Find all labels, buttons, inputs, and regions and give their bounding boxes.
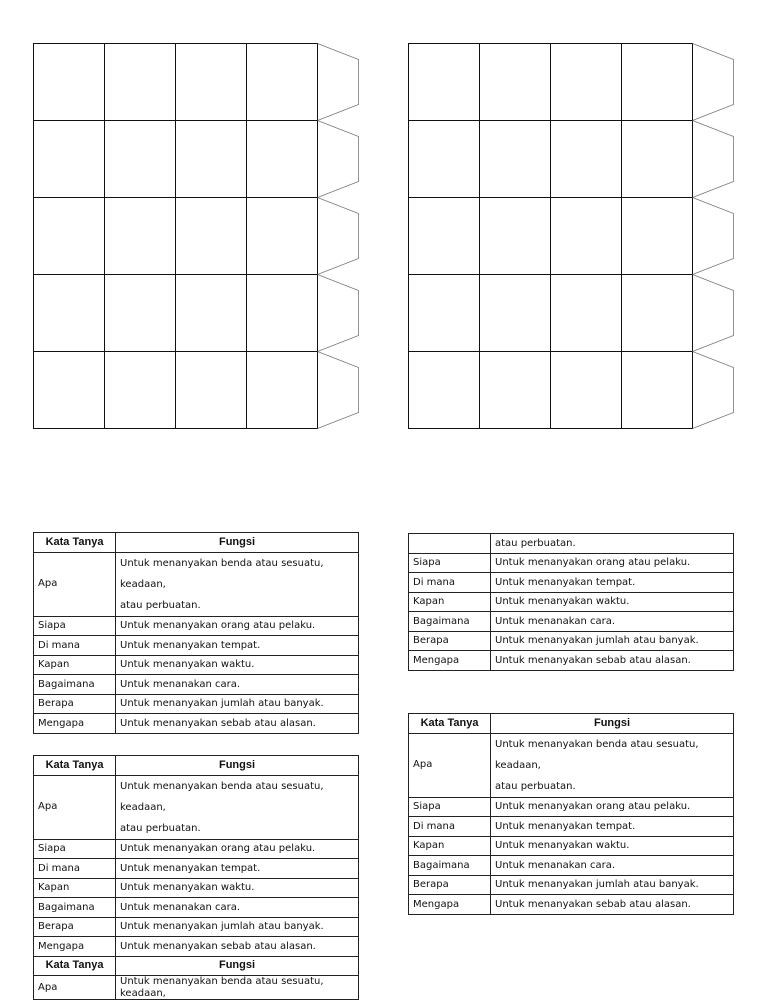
grid-cell [176, 275, 247, 352]
table-row [409, 553, 734, 573]
cell-kata: Di mana [409, 817, 491, 837]
cell-fungsi [116, 552, 359, 616]
grid-cell [176, 352, 247, 429]
question-word-table-3 [408, 713, 734, 915]
cell-fungsi: Untuk menanyakan waktu. [116, 655, 359, 675]
table-row [34, 898, 359, 918]
grid-cell [105, 198, 176, 275]
table-row [409, 817, 734, 837]
cell-kata: Kapan [409, 592, 491, 612]
table-header-row [34, 756, 359, 776]
grid-cell [247, 352, 318, 429]
grid-cell [409, 44, 480, 121]
cell-fungsi: Untuk menanyakan orang atau pelaku. [116, 839, 359, 859]
table-row [409, 612, 734, 632]
header-fungsi: Fungsi [116, 533, 359, 553]
header-fungsi: Fungsi [116, 956, 359, 976]
cell-kata: Apa [34, 775, 116, 839]
fungsi-line: Untuk menanyakan benda atau sesuatu, keadaan, [120, 780, 324, 813]
cell-fungsi: Untuk menanakan cara. [116, 675, 359, 695]
cell-kata: Kapan [34, 878, 116, 898]
cell-kata: Apa [34, 552, 116, 616]
cell-kata: Mengapa [409, 895, 491, 915]
cell-fungsi [491, 733, 734, 797]
question-word-table-1 [33, 532, 359, 734]
cell-fungsi: Untuk menanyakan orang atau pelaku. [491, 797, 734, 817]
cell-kata: Di mana [409, 573, 491, 593]
grid-cell [247, 198, 318, 275]
cell-kata: Mengapa [34, 714, 116, 734]
table-row [409, 836, 734, 856]
table-row [409, 631, 734, 651]
header-kata-tanya: Kata Tanya [409, 714, 491, 734]
cell-fungsi: Untuk menanyakan sebab atau alasan. [116, 714, 359, 734]
glue-flap [693, 121, 734, 198]
fungsi-line: atau perbuatan. [120, 822, 201, 834]
cell-fungsi: Untuk menanyakan orang atau pelaku. [491, 553, 734, 573]
cell-fungsi: Untuk menanyakan jumlah atau banyak. [491, 631, 734, 651]
fungsi-line: atau perbuatan. [495, 780, 576, 792]
cell-kata: Di mana [34, 859, 116, 879]
grid-cell [105, 275, 176, 352]
cell-fungsi: Untuk menanyakan sebab atau alasan. [491, 895, 734, 915]
cell-fungsi: Untuk menanyakan tempat. [491, 817, 734, 837]
cell-fungsi: Untuk menanyakan sebab atau alasan. [491, 651, 734, 671]
glue-flap [693, 352, 734, 429]
table-row [34, 636, 359, 656]
cell-fungsi: Untuk menanakan cara. [491, 856, 734, 876]
grid-cell [480, 275, 551, 352]
grid-cell [176, 121, 247, 198]
grid-cell [409, 121, 480, 198]
table-row [409, 797, 734, 817]
grid-cell [409, 198, 480, 275]
glue-flap [693, 44, 734, 121]
cell-fungsi: atau perbuatan. [491, 534, 734, 554]
grid-cell [105, 121, 176, 198]
grid-cell [176, 198, 247, 275]
cell-kata: Siapa [34, 616, 116, 636]
table-row [34, 839, 359, 859]
glue-flap [693, 198, 734, 275]
table-row [409, 651, 734, 671]
table-header-row [34, 533, 359, 553]
grid-cell [409, 352, 480, 429]
grid-cell [176, 44, 247, 121]
glue-flap [318, 352, 359, 429]
table-row [34, 859, 359, 879]
grid-cell [105, 352, 176, 429]
header-fungsi: Fungsi [116, 756, 359, 776]
glue-flap [318, 121, 359, 198]
header-kata-tanya: Kata Tanya [34, 533, 116, 553]
grid-cell [622, 275, 693, 352]
header-kata-tanya: Kata Tanya [34, 956, 116, 976]
question-word-table-2 [33, 755, 359, 1000]
cell-kata: Kapan [34, 655, 116, 675]
grid-cell [551, 44, 622, 121]
table-row [409, 856, 734, 876]
grid-cell [622, 121, 693, 198]
cell-kata: Berapa [34, 917, 116, 937]
table-row [34, 552, 359, 616]
table-row [34, 878, 359, 898]
fungsi-line: Untuk menanyakan benda atau sesuatu, keadaan, [495, 738, 699, 771]
grid-cell [480, 352, 551, 429]
grid-cell [34, 352, 105, 429]
cell-fungsi: Untuk menanyakan waktu. [116, 878, 359, 898]
cell-kata: Siapa [409, 797, 491, 817]
cell-fungsi: Untuk menanakan cara. [491, 612, 734, 632]
table-row [34, 675, 359, 695]
grid-cell [34, 198, 105, 275]
grid-cell [247, 44, 318, 121]
flap-grid-right [408, 43, 735, 430]
cell-kata: Bagaimana [34, 898, 116, 918]
table-row [34, 917, 359, 937]
cell-kata: Mengapa [34, 937, 116, 957]
header-kata-tanya: Kata Tanya [34, 756, 116, 776]
cell-fungsi: Untuk menanyakan benda atau sesuatu, keadaan, [116, 976, 359, 1000]
grid-cell [551, 121, 622, 198]
table-header-row [409, 714, 734, 734]
table-row [34, 976, 359, 1000]
table-row [409, 733, 734, 797]
cell-kata: Siapa [34, 839, 116, 859]
flap-grid-left [33, 43, 360, 430]
cell-kata: Berapa [409, 631, 491, 651]
grid-cell [34, 275, 105, 352]
table-row [34, 616, 359, 636]
grid-cell [105, 44, 176, 121]
grid-cell [480, 121, 551, 198]
glue-flap [318, 275, 359, 352]
grid-cell [622, 198, 693, 275]
cell-kata: Bagaimana [34, 675, 116, 695]
cell-fungsi: Untuk menanyakan tempat. [116, 859, 359, 879]
grid-cell [34, 121, 105, 198]
cell-kata: Apa [409, 733, 491, 797]
table-row [409, 573, 734, 593]
header-fungsi: Fungsi [491, 714, 734, 734]
table-row [34, 937, 359, 957]
cell-fungsi: Untuk menanyakan waktu. [491, 836, 734, 856]
cell-fungsi: Untuk menanyakan jumlah atau banyak. [116, 917, 359, 937]
grid-cell [409, 275, 480, 352]
cell-kata: Berapa [34, 694, 116, 714]
table-row [409, 895, 734, 915]
cell-fungsi: Untuk menanyakan jumlah atau banyak. [491, 875, 734, 895]
grid-cell [551, 198, 622, 275]
cell-kata: Bagaimana [409, 612, 491, 632]
table-header-row [34, 956, 359, 976]
table-row [409, 592, 734, 612]
table-row [34, 655, 359, 675]
table-row [34, 714, 359, 734]
flap-grid-drawing [408, 43, 735, 430]
cell-fungsi: Untuk menanakan cara. [116, 898, 359, 918]
glue-flap [318, 44, 359, 121]
cell-fungsi: Untuk menanyakan sebab atau alasan. [116, 937, 359, 957]
table-row [34, 775, 359, 839]
cell-kata: Bagaimana [409, 856, 491, 876]
table-row [34, 694, 359, 714]
grid-cell [480, 44, 551, 121]
cell-fungsi: Untuk menanyakan tempat. [116, 636, 359, 656]
flap-grid-drawing [33, 43, 360, 430]
cell-kata: Apa [34, 976, 116, 1000]
cell-kata: Di mana [34, 636, 116, 656]
cell-kata: Kapan [409, 836, 491, 856]
fungsi-line: atau perbuatan. [120, 599, 201, 611]
grid-cell [551, 352, 622, 429]
cell-kata: Mengapa [409, 651, 491, 671]
glue-flap [693, 275, 734, 352]
grid-cell [34, 44, 105, 121]
table-row [409, 875, 734, 895]
cell-kata: Siapa [409, 553, 491, 573]
grid-cell [247, 275, 318, 352]
grid-cell [622, 44, 693, 121]
grid-cell [622, 352, 693, 429]
cell-fungsi: Untuk menanyakan jumlah atau banyak. [116, 694, 359, 714]
grid-cell [551, 275, 622, 352]
fungsi-line: Untuk menanyakan benda atau sesuatu, keadaan, [120, 557, 324, 590]
glue-flap [318, 198, 359, 275]
cell-fungsi: Untuk menanyakan orang atau pelaku. [116, 616, 359, 636]
cell-fungsi: Untuk menanyakan tempat. [491, 573, 734, 593]
grid-cell [247, 121, 318, 198]
cell-fungsi [116, 775, 359, 839]
question-word-table-continued [408, 533, 734, 671]
cell-fungsi: Untuk menanyakan waktu. [491, 592, 734, 612]
table-row [409, 534, 734, 554]
cell-kata: Berapa [409, 875, 491, 895]
grid-cell [480, 198, 551, 275]
cell-kata [409, 534, 491, 554]
